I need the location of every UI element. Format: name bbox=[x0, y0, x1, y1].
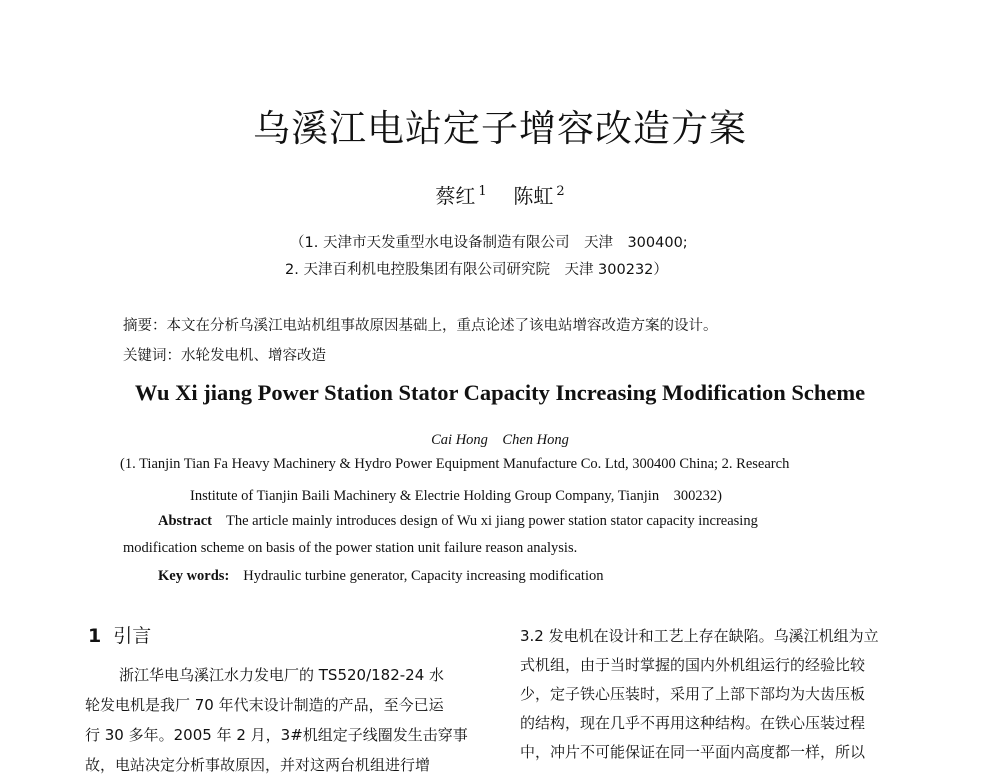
keywords-en-label: Key words: bbox=[158, 568, 230, 584]
body-text-line: 浙江华电乌溪江水力发电厂的 TS520/182-24 水 bbox=[119, 666, 445, 684]
section-number: 1 bbox=[88, 625, 102, 647]
body-text-line: 故，电站决定分析事故原因，并对这两台机组进行增 bbox=[85, 756, 431, 774]
keywords-zh bbox=[123, 344, 326, 365]
section-title: 引言 bbox=[113, 625, 152, 647]
body-text-line: 中，冲片不可能保证在同一平面内高度都一样，所以 bbox=[520, 743, 866, 761]
right-column-body bbox=[520, 622, 925, 767]
abstract-en-label: Abstract bbox=[158, 513, 212, 529]
abstract-zh bbox=[123, 314, 718, 335]
author-name: 陈虹 bbox=[513, 184, 554, 208]
affiliation-line: 2. 天津百利机电控股集团有限公司研究院 天津 300232） bbox=[285, 262, 668, 278]
author-list bbox=[0, 180, 1000, 209]
abstract-en-continued: modification scheme on basis of the power station unit failure reason analysis. bbox=[123, 540, 578, 556]
paper-title-en: Wu Xi jiang Power Station Stator Capacity Increasing Modification Scheme bbox=[134, 380, 866, 405]
keywords-en bbox=[158, 568, 603, 585]
section-heading bbox=[88, 621, 151, 648]
abstract-zh-text: 本文在分析乌溪江电站机组事故原因基础上，重点论述了该电站增容改造方案的设计。 bbox=[166, 318, 718, 334]
abstract-zh-label: 摘要： bbox=[123, 318, 167, 334]
body-text-line: 轮发电机是我厂 70 年代末设计制造的产品，至今已运 bbox=[85, 696, 444, 714]
author-list-en: Cai Hong Chen Hong bbox=[431, 432, 569, 448]
affiliation-line: （1. 天津市天发重型水电设备制造有限公司 天津 300400; bbox=[290, 235, 688, 251]
author-affiliation-mark: 2 bbox=[556, 184, 565, 200]
body-text-line: 的结构，现在几乎不再用这种结构。在铁心压装过程 bbox=[520, 714, 866, 732]
body-text-line: 3.2 发电机在设计和工艺上存在缺陷。乌溪江机组为立 bbox=[520, 627, 879, 645]
body-text-line: 式机组，由于当时掌握的国内外机组运行的经验比较 bbox=[520, 656, 866, 674]
author-affiliation-mark: 1 bbox=[478, 184, 487, 200]
left-column-body bbox=[85, 660, 485, 780]
author-name: 蔡红 bbox=[435, 184, 476, 208]
abstract-en bbox=[158, 513, 758, 530]
paper-title: 乌溪江电站定子增容改造方案 bbox=[253, 107, 747, 150]
affiliation-en-line: (1. Tianjin Tian Fa Heavy Machinery & Hydro Power Equipment Manufacture Co. Ltd, 300400 China; 2. Research bbox=[120, 456, 790, 472]
affiliation-en-line: Institute of Tianjin Baili Machinery & Electrie Holding Group Company, Tianjin 300232) bbox=[190, 488, 722, 504]
body-text-line: 少，定子铁心压装时，采用了上部下部均为大齿压板 bbox=[520, 685, 866, 703]
keywords-zh-text: 水轮发电机、增容改造 bbox=[181, 348, 326, 364]
abstract-en-text: The article mainly introduces design of Wu xi jiang power station stator capacity increasing bbox=[225, 513, 758, 529]
keywords-zh-label: 关键词： bbox=[123, 348, 181, 364]
keywords-en-text: Hydraulic turbine generator, Capacity increasing modification bbox=[243, 568, 604, 584]
body-text-line: 行 30 多年。2005 年 2 月，3#机组定子线圈发生击穿事 bbox=[85, 726, 468, 744]
